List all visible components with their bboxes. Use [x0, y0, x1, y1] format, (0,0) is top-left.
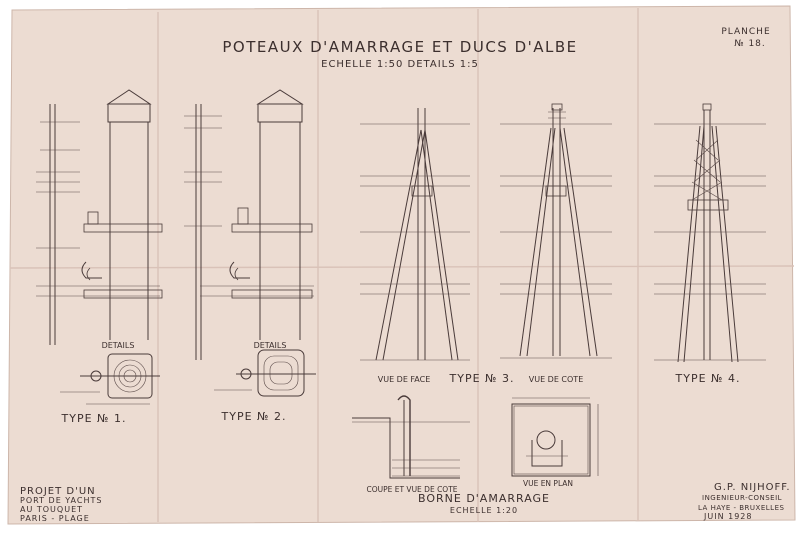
- type1-details-label: DETAILS: [101, 341, 135, 350]
- borne-section-caption: COUPE ET VUE DE COTE: [366, 485, 458, 494]
- type1-label: TYPE № 1.: [61, 412, 127, 425]
- project-line-2: PORT DE YACHTS: [20, 496, 103, 505]
- engineer-name: G.P. NIJHOFF.: [714, 482, 791, 493]
- engineer-address: LA HAYE - BRUXELLES: [698, 504, 785, 512]
- drawing-scale: ECHELLE 1:50 DETAILS 1:5: [321, 59, 479, 70]
- project-line-4: PARIS - PLAGE: [20, 514, 90, 523]
- borne-plan-caption: VUE EN PLAN: [522, 479, 574, 488]
- paper: [8, 6, 795, 524]
- type3-label: TYPE № 3.: [449, 372, 515, 385]
- type4-label: TYPE № 4.: [675, 372, 741, 385]
- project-line-3: AU TOUQUET: [20, 505, 84, 514]
- borne-title: BORNE D'AMARRAGE: [417, 492, 551, 505]
- plate-number: № 18.: [734, 39, 766, 49]
- borne-scale: ECHELLE 1:20: [449, 506, 519, 515]
- engineer-date: JUIN 1928: [704, 512, 753, 521]
- type2-details-label: DETAILS: [253, 341, 287, 350]
- project-line-1: PROJET D'UN: [20, 486, 96, 497]
- type2-label: TYPE № 2.: [221, 410, 287, 423]
- type3-front-view-label: VUE DE FACE: [377, 375, 431, 384]
- plate-label: PLANCHE: [721, 27, 771, 37]
- drawing-title: POTEAUX D'AMARRAGE ET DUCS D'ALBE: [222, 38, 578, 56]
- engineer-title: INGENIEUR-CONSEIL: [702, 494, 783, 502]
- type3-side-view-label: VUE DE COTE: [528, 375, 584, 384]
